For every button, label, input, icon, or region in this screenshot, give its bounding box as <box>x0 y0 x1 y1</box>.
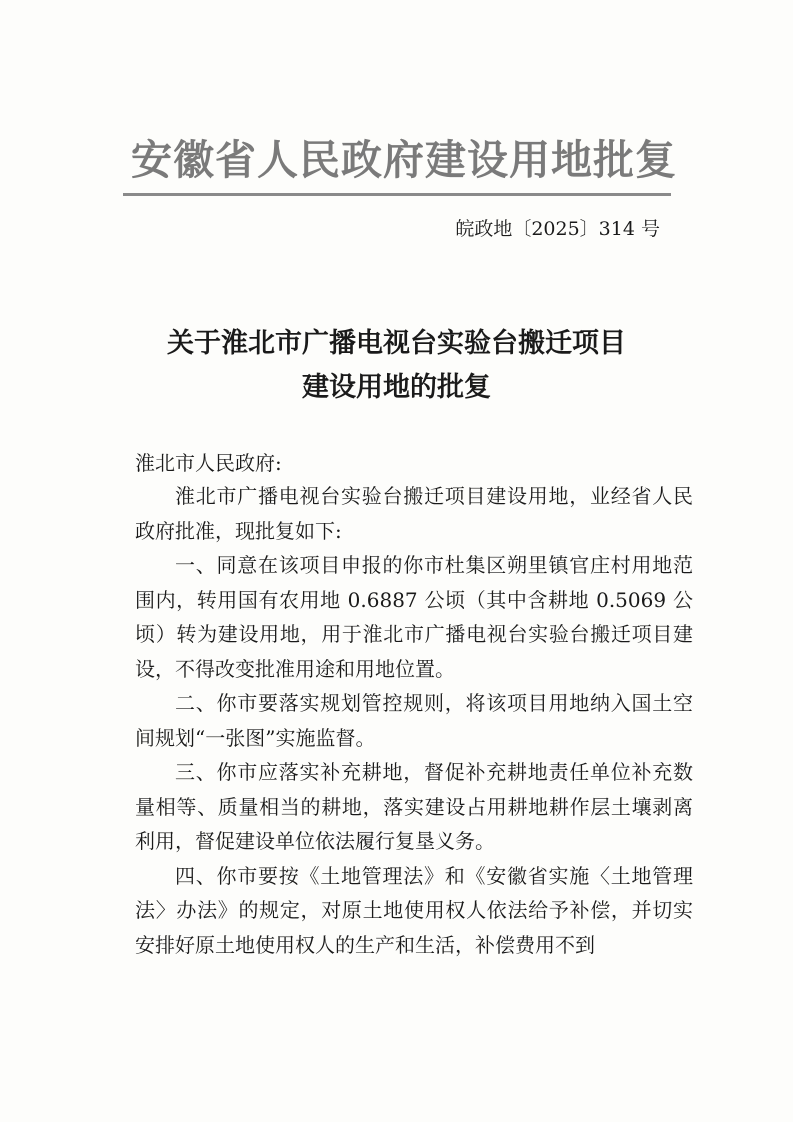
body-paragraph-4: 四、你市要按《土地管理法》和《安徽省实施〈土地管理法〉办法》的规定，对原土地使用权人依法给予补偿，并切实安排好原土地使用权人的生产和生活，补偿费用不到 <box>135 863 693 957</box>
letterhead-rule <box>123 193 671 196</box>
body-paragraph-1: 一、同意在该项目申报的你市杜集区朔里镇官庄村用地范围内，转用国有农用地 0.6887 公顷（其中含耕地 0.5069 公顷）转为建设用地，用于淮北市广播电视台实验台搬迁项目建设，不得改变批准用途和用地位置。 <box>135 553 693 681</box>
document-title <box>100 322 693 410</box>
letterhead-title: 安徽省人民政府建设用地批复 <box>131 136 677 184</box>
document-title-line-2: 建设用地的批复 <box>302 372 491 403</box>
document-title-line-1: 关于淮北市广播电视台实验台搬迁项目 <box>167 328 626 359</box>
document-body <box>135 479 693 962</box>
document-number: 皖政地〔2025〕314 号 <box>455 218 660 240</box>
body-paragraph-3: 三、你市应落实补充耕地，督促补充耕地责任单位补充数量相等、质量相当的耕地，落实建设占用耕地耕作层土壤剥离利用，督促建设单位依法履行复垦义务。 <box>135 760 693 853</box>
body-paragraph-2: 二、你市要落实规划管控规则，将该项目用地纳入国土空间规划“一张图”实施监督。 <box>135 691 693 750</box>
addressee: 淮北市人民政府: <box>135 451 282 475</box>
body-paragraph-intro: 淮北市广播电视台实验台搬迁项目建设用地，业经省人民政府批准，现批复如下: <box>135 484 693 543</box>
